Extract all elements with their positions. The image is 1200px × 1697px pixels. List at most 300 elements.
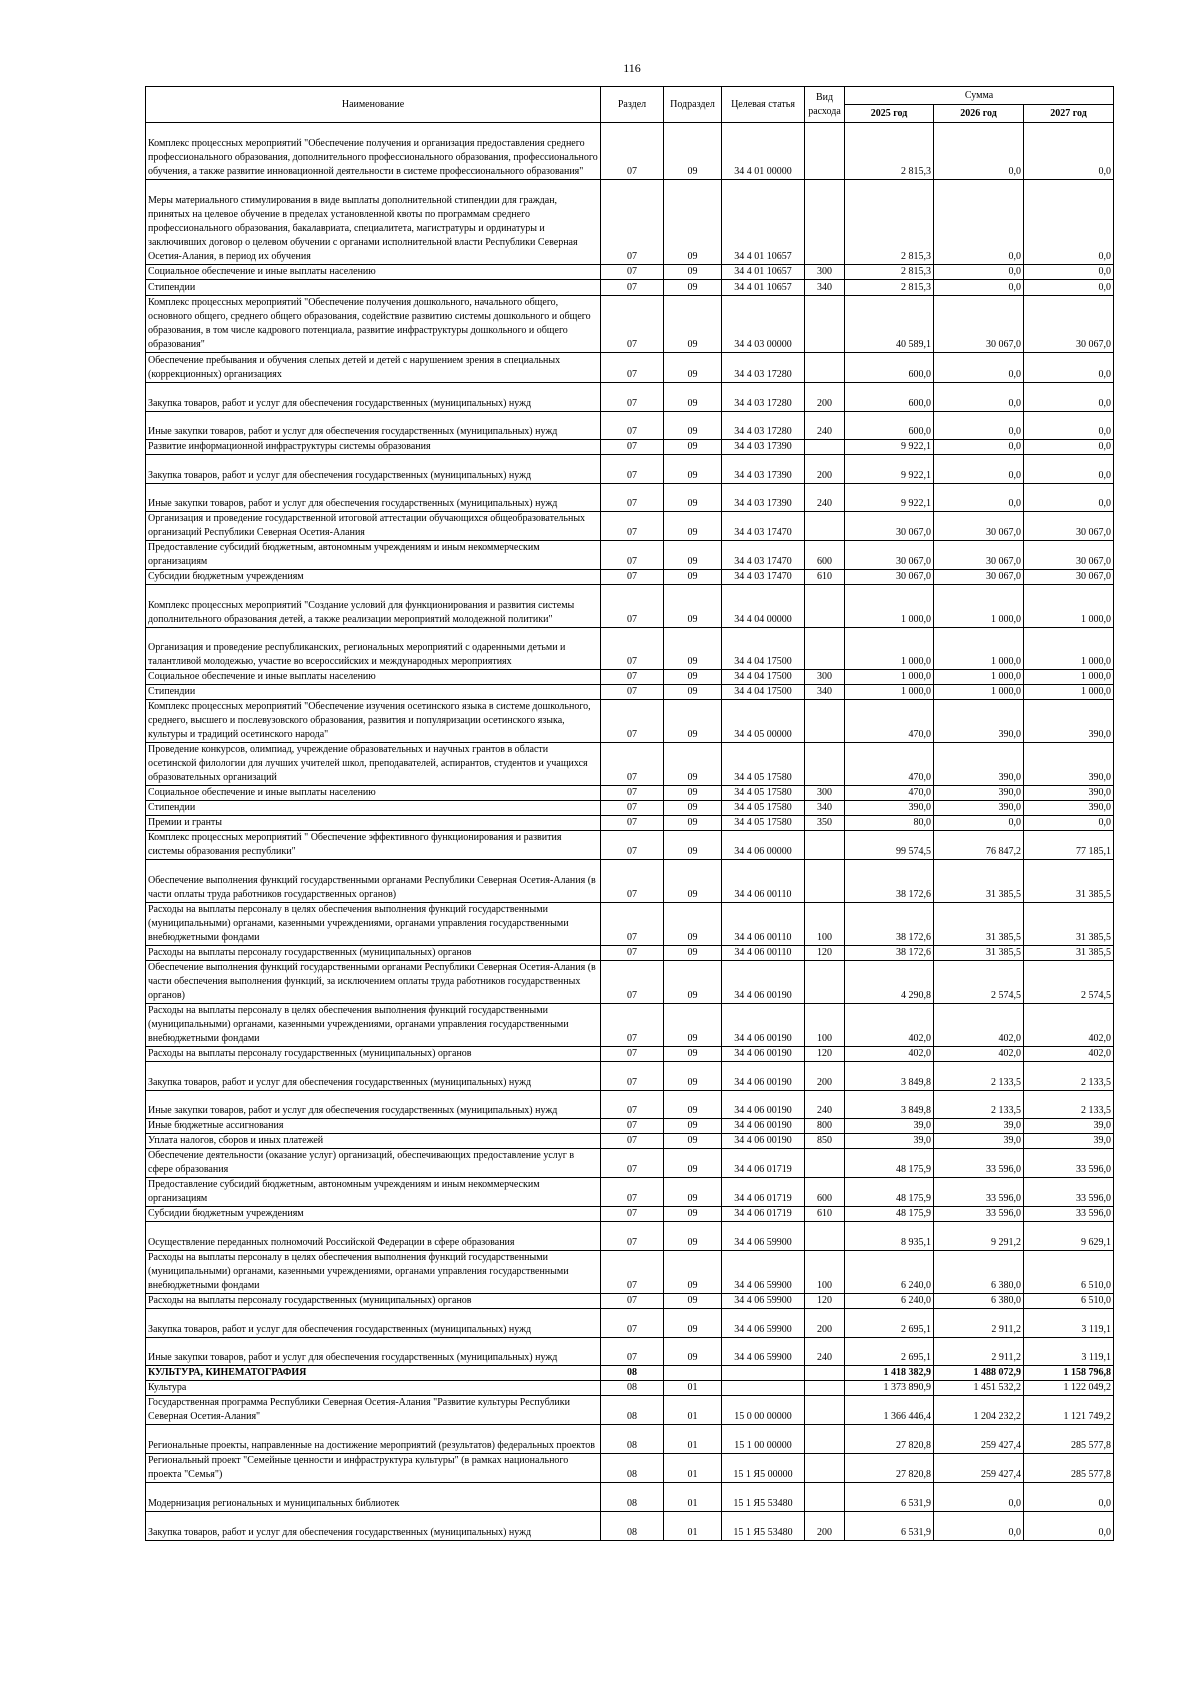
row-name: Обеспечение выполнения функций государственными органами Республики Северная Осетия-Алания (в части оплаты труда работников государственных органов) <box>146 860 601 903</box>
table-row <box>146 1004 1114 1047</box>
row-section: 07 <box>601 1047 664 1062</box>
row-sum-2026: 0,0 <box>934 440 1024 455</box>
row-target-article: 34 4 03 17390 <box>722 484 805 512</box>
row-name: Социальное обеспечение и иные выплаты населению <box>146 786 601 801</box>
row-section: 07 <box>601 1338 664 1366</box>
row-sum-2027: 0,0 <box>1024 816 1114 831</box>
row-sum-2026: 402,0 <box>934 1047 1024 1062</box>
row-target-article: 34 4 04 17500 <box>722 685 805 700</box>
table-row <box>146 412 1114 440</box>
row-expense-type: 120 <box>805 946 845 961</box>
row-sum-2025: 48 175,9 <box>845 1207 934 1222</box>
row-sum-2025: 9 922,1 <box>845 440 934 455</box>
row-name: Закупка товаров, работ и услуг для обеспечения государственных (муниципальных) нужд <box>146 1512 601 1541</box>
row-target-article: 34 4 03 17390 <box>722 455 805 484</box>
row-expense-type: 600 <box>805 541 845 570</box>
table-row <box>146 685 1114 700</box>
row-sum-2025: 2 815,3 <box>845 123 934 180</box>
row-expense-type: 200 <box>805 383 845 412</box>
row-target-article: 34 4 05 00000 <box>722 700 805 743</box>
row-sum-2026: 390,0 <box>934 700 1024 743</box>
row-expense-type: 300 <box>805 265 845 280</box>
row-sum-2027: 0,0 <box>1024 383 1114 412</box>
row-sum-2025: 38 172,6 <box>845 903 934 946</box>
row-sum-2025: 600,0 <box>845 412 934 440</box>
row-name: Комплекс процессных мероприятий "Создание условий для функционирования и развития системы дополнительного образования детей, а также реализации мероприятий молодежной политики" <box>146 585 601 628</box>
row-section: 07 <box>601 816 664 831</box>
row-target-article: 34 4 04 17500 <box>722 628 805 670</box>
row-expense-type <box>805 1149 845 1178</box>
row-sum-2026: 390,0 <box>934 801 1024 816</box>
header-year-2025: 2025 год <box>845 105 934 123</box>
row-target-article: 34 4 06 00190 <box>722 1047 805 1062</box>
row-section: 08 <box>601 1381 664 1396</box>
row-sum-2026: 2 133,5 <box>934 1062 1024 1091</box>
row-subsection: 09 <box>664 585 722 628</box>
row-section: 07 <box>601 1091 664 1119</box>
row-sum-2025: 99 574,5 <box>845 831 934 860</box>
row-sum-2026: 1 488 072,9 <box>934 1366 1024 1381</box>
row-subsection: 09 <box>664 353 722 383</box>
row-sum-2025: 39,0 <box>845 1119 934 1134</box>
row-sum-2026: 2 133,5 <box>934 1091 1024 1119</box>
row-section: 08 <box>601 1454 664 1483</box>
row-sum-2026: 259 427,4 <box>934 1454 1024 1483</box>
table-row <box>146 1309 1114 1338</box>
row-section: 07 <box>601 946 664 961</box>
row-sum-2025: 6 531,9 <box>845 1512 934 1541</box>
row-target-article: 34 4 03 17280 <box>722 353 805 383</box>
header-sum: Сумма <box>845 87 1114 105</box>
row-sum-2025: 600,0 <box>845 383 934 412</box>
row-name: Расходы на выплаты персоналу в целях обеспечения выполнения функций государственными (муниципальными) органами, казенными учреждениями, органами управления государственными внебюджетными фондами <box>146 1251 601 1294</box>
row-section: 07 <box>601 831 664 860</box>
row-target-article: 34 4 01 10657 <box>722 180 805 265</box>
row-subsection: 09 <box>664 700 722 743</box>
row-sum-2027: 1 158 796,8 <box>1024 1366 1114 1381</box>
row-expense-type <box>805 1222 845 1251</box>
row-subsection: 09 <box>664 860 722 903</box>
row-section: 07 <box>601 1134 664 1149</box>
table-row <box>146 860 1114 903</box>
row-subsection: 09 <box>664 903 722 946</box>
header-year-2026: 2026 год <box>934 105 1024 123</box>
row-subsection: 09 <box>664 1149 722 1178</box>
row-name: Культура <box>146 1381 601 1396</box>
row-section: 07 <box>601 512 664 541</box>
row-sum-2027: 2 574,5 <box>1024 961 1114 1004</box>
row-sum-2025: 30 067,0 <box>845 541 934 570</box>
table-row <box>146 512 1114 541</box>
table-row <box>146 743 1114 786</box>
row-subsection: 09 <box>664 816 722 831</box>
row-sum-2025: 6 531,9 <box>845 1483 934 1512</box>
row-target-article: 34 4 06 00190 <box>722 1091 805 1119</box>
row-sum-2027: 39,0 <box>1024 1119 1114 1134</box>
row-sum-2025: 1 000,0 <box>845 685 934 700</box>
row-expense-type: 100 <box>805 1004 845 1047</box>
row-sum-2026: 33 596,0 <box>934 1149 1024 1178</box>
row-subsection: 09 <box>664 685 722 700</box>
row-expense-type: 200 <box>805 455 845 484</box>
row-subsection: 01 <box>664 1396 722 1425</box>
row-name: Осуществление переданных полномочий Российской Федерации в сфере образования <box>146 1222 601 1251</box>
row-section: 07 <box>601 484 664 512</box>
row-sum-2025: 3 849,8 <box>845 1062 934 1091</box>
row-sum-2025: 39,0 <box>845 1134 934 1149</box>
table-row <box>146 265 1114 280</box>
row-name: Комплекс процессных мероприятий "Обеспечение изучения осетинского языка в системе дошкольного, среднего, высшего и послевузовского образования, развития и популяризации осетинского языка, культуры и традиций осетинского народа" <box>146 700 601 743</box>
row-name: Премии и гранты <box>146 816 601 831</box>
row-name: Государственная программа Республики Северная Осетия-Алания "Развитие культуры Республики Северная Осетия-Алания" <box>146 1396 601 1425</box>
row-section: 07 <box>601 180 664 265</box>
row-subsection: 09 <box>664 296 722 353</box>
row-name: Расходы на выплаты персоналу государственных (муниципальных) органов <box>146 1294 601 1309</box>
row-section: 07 <box>601 296 664 353</box>
row-subsection: 09 <box>664 484 722 512</box>
table-row <box>146 383 1114 412</box>
row-sum-2027: 285 577,8 <box>1024 1454 1114 1483</box>
row-section: 08 <box>601 1512 664 1541</box>
row-subsection: 09 <box>664 1251 722 1294</box>
table-row <box>146 585 1114 628</box>
row-subsection: 09 <box>664 412 722 440</box>
row-sum-2026: 1 451 532,2 <box>934 1381 1024 1396</box>
row-subsection: 09 <box>664 1294 722 1309</box>
row-name: Обеспечение пребывания и обучения слепых детей и детей с нарушением зрения в специальных (коррекционных) организациях <box>146 353 601 383</box>
row-subsection: 09 <box>664 1062 722 1091</box>
row-name: Иные закупки товаров, работ и услуг для обеспечения государственных (муниципальных) нужд <box>146 412 601 440</box>
row-sum-2027: 31 385,5 <box>1024 903 1114 946</box>
row-section: 07 <box>601 743 664 786</box>
row-subsection: 09 <box>664 455 722 484</box>
row-target-article: 34 4 04 00000 <box>722 585 805 628</box>
row-sum-2027: 390,0 <box>1024 801 1114 816</box>
row-expense-type: 600 <box>805 1178 845 1207</box>
row-sum-2025: 402,0 <box>845 1004 934 1047</box>
row-subsection: 09 <box>664 1222 722 1251</box>
row-sum-2025: 1 373 890,9 <box>845 1381 934 1396</box>
row-sum-2027: 390,0 <box>1024 700 1114 743</box>
row-sum-2025: 48 175,9 <box>845 1178 934 1207</box>
row-sum-2026: 0,0 <box>934 180 1024 265</box>
row-expense-type: 200 <box>805 1309 845 1338</box>
row-sum-2025: 2 695,1 <box>845 1309 934 1338</box>
row-target-article: 34 4 06 00190 <box>722 1062 805 1091</box>
row-section: 07 <box>601 1178 664 1207</box>
row-name: Иные закупки товаров, работ и услуг для обеспечения государственных (муниципальных) нужд <box>146 484 601 512</box>
row-section: 07 <box>601 1004 664 1047</box>
row-sum-2025: 470,0 <box>845 700 934 743</box>
row-sum-2025: 1 000,0 <box>845 585 934 628</box>
row-section: 07 <box>601 570 664 585</box>
row-subsection: 09 <box>664 1047 722 1062</box>
row-target-article: 15 1 00 00000 <box>722 1425 805 1454</box>
row-expense-type <box>805 296 845 353</box>
row-name: Развитие информационной инфраструктуры системы образования <box>146 440 601 455</box>
row-name: Региональный проект "Семейные ценности и инфраструктура культуры" (в рамках национального проекта "Семья") <box>146 1454 601 1483</box>
row-sum-2025: 4 290,8 <box>845 961 934 1004</box>
row-sum-2026: 31 385,5 <box>934 946 1024 961</box>
row-target-article: 34 4 06 59900 <box>722 1338 805 1366</box>
row-target-article: 34 4 01 00000 <box>722 123 805 180</box>
row-sum-2026: 2 911,2 <box>934 1338 1024 1366</box>
row-sum-2026: 0,0 <box>934 816 1024 831</box>
row-section: 07 <box>601 801 664 816</box>
row-sum-2026: 2 911,2 <box>934 1309 1024 1338</box>
row-target-article: 34 4 04 17500 <box>722 670 805 685</box>
row-target-article: 34 4 06 00110 <box>722 946 805 961</box>
row-sum-2025: 390,0 <box>845 801 934 816</box>
row-subsection: 09 <box>664 1309 722 1338</box>
row-expense-type: 850 <box>805 1134 845 1149</box>
table-row <box>146 1134 1114 1149</box>
row-section: 07 <box>601 1294 664 1309</box>
row-target-article: 34 4 06 00190 <box>722 961 805 1004</box>
row-subsection: 09 <box>664 670 722 685</box>
row-expense-type: 120 <box>805 1294 845 1309</box>
row-name: Стипендии <box>146 280 601 296</box>
row-subsection: 09 <box>664 786 722 801</box>
row-expense-type <box>805 1454 845 1483</box>
row-expense-type: 350 <box>805 816 845 831</box>
row-sum-2025: 30 067,0 <box>845 570 934 585</box>
row-expense-type: 240 <box>805 1091 845 1119</box>
table-row <box>146 961 1114 1004</box>
row-section: 07 <box>601 786 664 801</box>
row-sum-2027: 0,0 <box>1024 412 1114 440</box>
table-row <box>146 1047 1114 1062</box>
row-target-article: 34 4 06 01719 <box>722 1149 805 1178</box>
table-row <box>146 1294 1114 1309</box>
row-sum-2025: 27 820,8 <box>845 1454 934 1483</box>
row-sum-2027: 0,0 <box>1024 265 1114 280</box>
row-sum-2025: 1 418 382,9 <box>845 1366 934 1381</box>
row-sum-2027: 6 510,0 <box>1024 1294 1114 1309</box>
row-subsection: 09 <box>664 265 722 280</box>
row-sum-2026: 390,0 <box>934 743 1024 786</box>
row-section: 07 <box>601 412 664 440</box>
row-target-article: 34 4 06 59900 <box>722 1309 805 1338</box>
table-row <box>146 1512 1114 1541</box>
row-expense-type <box>805 440 845 455</box>
row-sum-2025: 1 000,0 <box>845 628 934 670</box>
row-subsection: 09 <box>664 383 722 412</box>
row-subsection: 09 <box>664 1119 722 1134</box>
table-row <box>146 455 1114 484</box>
row-sum-2025: 6 240,0 <box>845 1251 934 1294</box>
row-sum-2025: 470,0 <box>845 743 934 786</box>
row-section: 07 <box>601 440 664 455</box>
table-row <box>146 484 1114 512</box>
row-name: Организация и проведение республиканских, региональных мероприятий с одаренными детьми и талантливой молодежью, участие во всероссийских и международных мероприятиях <box>146 628 601 670</box>
row-sum-2026: 259 427,4 <box>934 1425 1024 1454</box>
row-name: Стипендии <box>146 801 601 816</box>
row-section: 07 <box>601 860 664 903</box>
row-name: Комплекс процессных мероприятий "Обеспечение получения и организация предоставления среднего профессионального образования, дополнительного профессионального образования, профессионального обучения, а также развитие инновационной деятельности в системе профессионального образования" <box>146 123 601 180</box>
row-name: Модернизация региональных и муниципальных библиотек <box>146 1483 601 1512</box>
row-sum-2027: 1 121 749,2 <box>1024 1396 1114 1425</box>
row-section: 07 <box>601 541 664 570</box>
row-expense-type: 240 <box>805 1338 845 1366</box>
row-target-article: 34 4 06 00190 <box>722 1119 805 1134</box>
row-subsection: 09 <box>664 280 722 296</box>
row-subsection: 09 <box>664 1338 722 1366</box>
table-row <box>146 570 1114 585</box>
row-sum-2027: 0,0 <box>1024 455 1114 484</box>
row-expense-type <box>805 831 845 860</box>
header-section: Раздел <box>601 87 664 123</box>
table-row <box>146 1425 1114 1454</box>
table-row <box>146 1062 1114 1091</box>
row-target-article: 34 4 03 17390 <box>722 440 805 455</box>
row-sum-2026: 30 067,0 <box>934 296 1024 353</box>
table-row <box>146 628 1114 670</box>
row-sum-2027: 33 596,0 <box>1024 1149 1114 1178</box>
table-row <box>146 1207 1114 1222</box>
row-expense-type: 340 <box>805 801 845 816</box>
row-sum-2027: 9 629,1 <box>1024 1222 1114 1251</box>
row-name: Проведение конкурсов, олимпиад, учреждение образовательных и научных грантов в области осетинской филологии для лучших учителей школ, преподавателей, аспирантов, студентов и учащихся образовательных организаций <box>146 743 601 786</box>
row-name: Расходы на выплаты персоналу государственных (муниципальных) органов <box>146 1047 601 1062</box>
table-header <box>146 87 1114 123</box>
row-expense-type <box>805 1396 845 1425</box>
row-sum-2026: 1 204 232,2 <box>934 1396 1024 1425</box>
row-sum-2025: 2 695,1 <box>845 1338 934 1366</box>
row-sum-2025: 8 935,1 <box>845 1222 934 1251</box>
row-sum-2026: 39,0 <box>934 1119 1024 1134</box>
row-sum-2027: 2 133,5 <box>1024 1062 1114 1091</box>
row-sum-2026: 33 596,0 <box>934 1207 1024 1222</box>
row-subsection: 09 <box>664 512 722 541</box>
row-target-article: 34 4 06 00000 <box>722 831 805 860</box>
row-subsection: 01 <box>664 1454 722 1483</box>
table-row <box>146 180 1114 265</box>
row-sum-2026: 30 067,0 <box>934 541 1024 570</box>
row-sum-2026: 33 596,0 <box>934 1178 1024 1207</box>
row-target-article: 34 4 06 00190 <box>722 1004 805 1047</box>
row-sum-2026: 0,0 <box>934 265 1024 280</box>
row-section: 07 <box>601 700 664 743</box>
row-section: 07 <box>601 903 664 946</box>
row-sum-2027: 1 000,0 <box>1024 628 1114 670</box>
row-expense-type: 240 <box>805 412 845 440</box>
table-row <box>146 1338 1114 1366</box>
row-sum-2027: 1 000,0 <box>1024 685 1114 700</box>
row-sum-2025: 600,0 <box>845 353 934 383</box>
row-expense-type: 300 <box>805 670 845 685</box>
row-sum-2027: 0,0 <box>1024 180 1114 265</box>
table-row <box>146 670 1114 685</box>
row-name: Комплекс процессных мероприятий " Обеспечение эффективного функционирования и развития системы образования республики" <box>146 831 601 860</box>
row-section: 07 <box>601 961 664 1004</box>
row-target-article: 34 4 03 17280 <box>722 383 805 412</box>
row-sum-2027: 1 000,0 <box>1024 585 1114 628</box>
table-row <box>146 1251 1114 1294</box>
table-row <box>146 440 1114 455</box>
row-target-article: 34 4 05 17580 <box>722 816 805 831</box>
row-sum-2025: 1 366 446,4 <box>845 1396 934 1425</box>
row-section: 07 <box>601 670 664 685</box>
row-target-article <box>722 1366 805 1381</box>
table-row <box>146 1119 1114 1134</box>
row-subsection: 09 <box>664 743 722 786</box>
row-sum-2027: 77 185,1 <box>1024 831 1114 860</box>
row-sum-2026: 1 000,0 <box>934 670 1024 685</box>
row-sum-2026: 31 385,5 <box>934 860 1024 903</box>
row-section: 07 <box>601 685 664 700</box>
row-target-article: 34 4 05 17580 <box>722 801 805 816</box>
row-expense-type: 100 <box>805 903 845 946</box>
header-target-article: Целевая статья <box>722 87 805 123</box>
table-row <box>146 123 1114 180</box>
row-sum-2027: 285 577,8 <box>1024 1425 1114 1454</box>
row-sum-2026: 6 380,0 <box>934 1251 1024 1294</box>
row-sum-2025: 470,0 <box>845 786 934 801</box>
row-sum-2025: 2 815,3 <box>845 280 934 296</box>
row-name: Расходы на выплаты персоналу в целях обеспечения выполнения функций государственными (муниципальными) органами, казенными учреждениями, органами управления государственными внебюджетными фондами <box>146 903 601 946</box>
row-target-article: 34 4 03 17470 <box>722 541 805 570</box>
row-subsection: 09 <box>664 801 722 816</box>
table-row <box>146 1483 1114 1512</box>
row-sum-2027: 2 133,5 <box>1024 1091 1114 1119</box>
row-section: 07 <box>601 1062 664 1091</box>
row-expense-type: 200 <box>805 1512 845 1541</box>
row-subsection: 09 <box>664 440 722 455</box>
row-expense-type <box>805 1381 845 1396</box>
table-row <box>146 903 1114 946</box>
row-expense-type <box>805 1483 845 1512</box>
row-sum-2027: 6 510,0 <box>1024 1251 1114 1294</box>
budget-table <box>145 86 1114 1541</box>
row-sum-2027: 0,0 <box>1024 484 1114 512</box>
table-row <box>146 541 1114 570</box>
row-expense-type <box>805 860 845 903</box>
row-sum-2027: 402,0 <box>1024 1004 1114 1047</box>
row-sum-2026: 0,0 <box>934 280 1024 296</box>
row-sum-2025: 9 922,1 <box>845 455 934 484</box>
row-subsection: 01 <box>664 1381 722 1396</box>
row-section: 07 <box>601 123 664 180</box>
row-target-article: 34 4 06 00110 <box>722 903 805 946</box>
row-target-article: 34 4 06 01719 <box>722 1178 805 1207</box>
row-subsection: 09 <box>664 570 722 585</box>
row-expense-type <box>805 743 845 786</box>
row-expense-type <box>805 961 845 1004</box>
row-expense-type <box>805 353 845 383</box>
row-section: 07 <box>601 1309 664 1338</box>
row-expense-type: 200 <box>805 1062 845 1091</box>
row-subsection: 09 <box>664 628 722 670</box>
row-sum-2027: 390,0 <box>1024 786 1114 801</box>
row-subsection: 01 <box>664 1483 722 1512</box>
table-row <box>146 801 1114 816</box>
row-subsection: 09 <box>664 541 722 570</box>
row-section: 08 <box>601 1425 664 1454</box>
table-row <box>146 1178 1114 1207</box>
row-subsection: 09 <box>664 123 722 180</box>
table-row <box>146 280 1114 296</box>
row-sum-2025: 30 067,0 <box>845 512 934 541</box>
row-sum-2026: 0,0 <box>934 383 1024 412</box>
row-sum-2026: 0,0 <box>934 1512 1024 1541</box>
row-name: Предоставление субсидий бюджетным, автономным учреждениям и иным некоммерческим организациям <box>146 1178 601 1207</box>
row-sum-2025: 38 172,6 <box>845 946 934 961</box>
table-row <box>146 700 1114 743</box>
row-target-article: 34 4 06 00190 <box>722 1134 805 1149</box>
row-name: Закупка товаров, работ и услуг для обеспечения государственных (муниципальных) нужд <box>146 455 601 484</box>
row-sum-2027: 390,0 <box>1024 743 1114 786</box>
